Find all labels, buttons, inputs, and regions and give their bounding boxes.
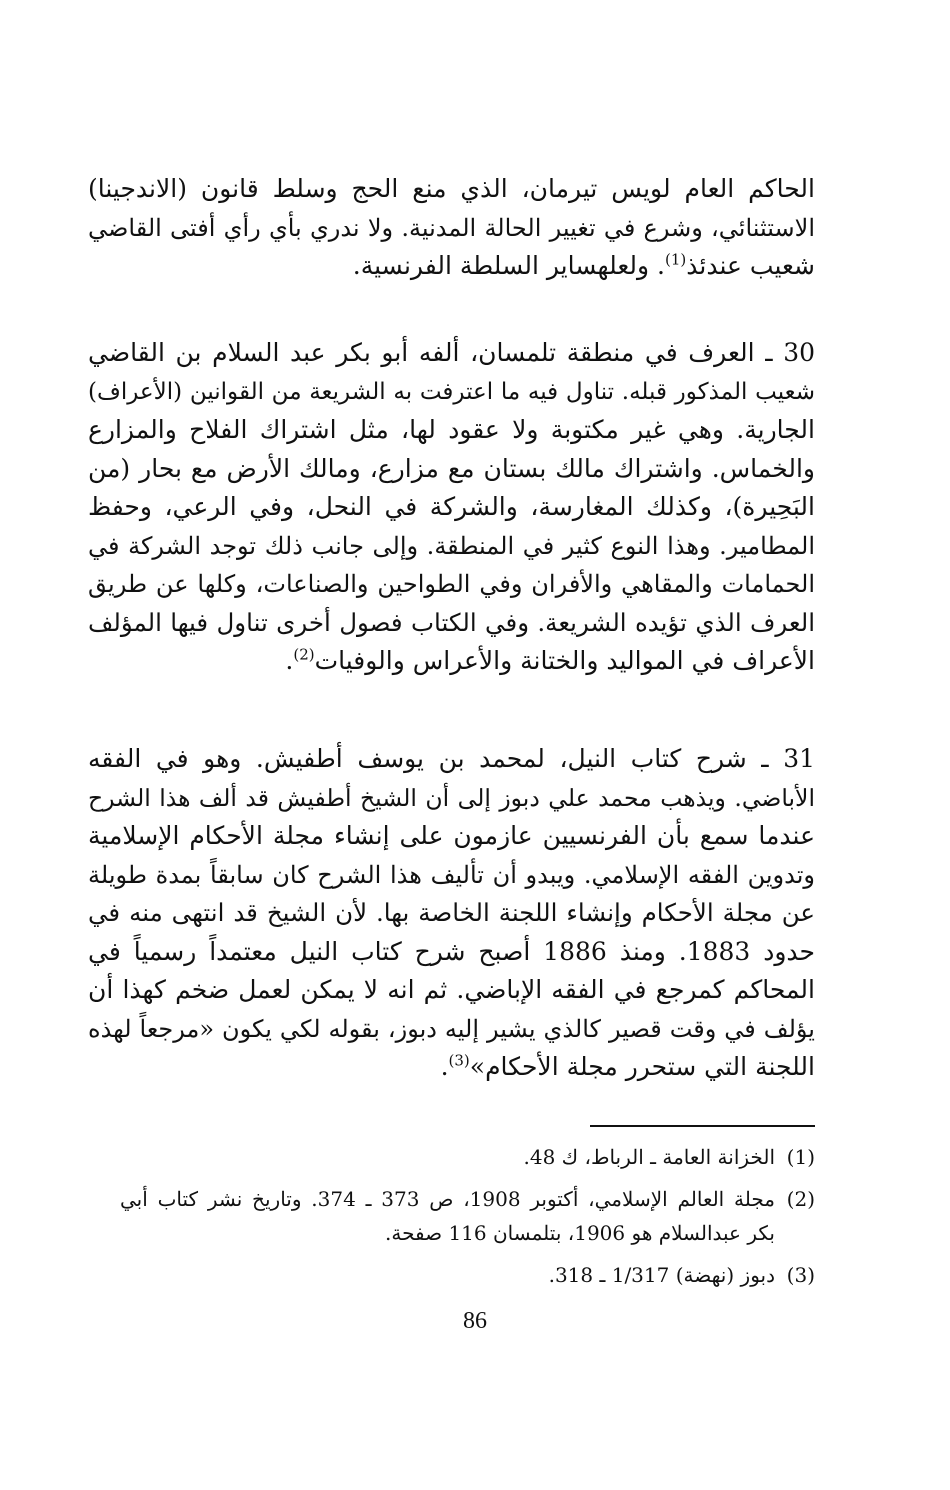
- text-fragment: . ولعلهساير السلطة الفرنسية.: [352, 251, 666, 280]
- footnote-separator: [590, 1125, 815, 1127]
- text-line: البَحِيرة)، وكذلك المغارسة، والشركة في النحل، وفي الرعي، وحفظ: [88, 492, 815, 521]
- text-fragment: الأعراف في المواليد والختانة والأعراس والوفيات: [314, 646, 815, 675]
- footnote-number: (2): [786, 1187, 815, 1211]
- text-fragment: .: [440, 1052, 449, 1081]
- text-line: المطامير. وهذا النوع كثير في المنطقة. وإلى جانب ذلك توجد الشركة في: [88, 531, 815, 560]
- text-line: يؤلف في وقت قصير كالذي يشير إليه دبوز، بقوله لكي يكون «مرجعاً لهذه: [88, 1014, 815, 1043]
- footnote-reference: (1): [665, 250, 687, 269]
- text-line: عندما سمع بأن الفرنسيين عازمون على إنشاء مجلة الأحكام الإسلامية: [88, 821, 815, 850]
- text-line: 31 ـ شرح كتاب النيل، لمحمد بن يوسف أطفيش. وهو في الفقه: [88, 744, 815, 773]
- footnote-reference: (2): [293, 645, 315, 664]
- footnote-number: (1): [786, 1145, 815, 1169]
- footnote-text: بكر عبدالسلام هو 1906، بتلمسان 116 صفحة.: [385, 1221, 775, 1245]
- text-line: شعيب المذكور قبله. تناول فيه ما اعترفت به الشريعة من القوانين (الأعراف): [88, 378, 815, 405]
- footnote-3: [120, 1258, 815, 1292]
- text-line: الحمامات والمقاهي والأفران وفي الطواحين والصناعات، وكلها عن طريق: [88, 570, 815, 598]
- text-line: والخماس. واشتراك مالك بستان مع مزارع، ومالك الأرض مع بحار (من: [88, 453, 815, 483]
- text-line: الأباضي. ويذهب محمد علي دبوز إلى أن الشيخ أطفيش قد ألف هذا الشرح: [88, 783, 815, 812]
- text-fragment: شعيب عندئذ: [686, 251, 815, 280]
- footnote-text: مجلة العالم الإسلامي، أكتوبر 1908، ص 373 ـ 374. وتاريخ نشر كتاب أبي: [120, 1187, 775, 1211]
- text-line: العرف الذي تؤيده الشريعة. وفي الكتاب فصول أخرى تناول فيها المؤلف: [88, 607, 815, 637]
- text-line: [88, 1048, 815, 1087]
- footnote-text: الخزانة العامة ـ الرباط، ك 48.: [523, 1145, 775, 1169]
- text-line: [88, 642, 815, 681]
- footnotes-section: [120, 1140, 815, 1300]
- paragraph-item-30: [88, 334, 815, 681]
- footnote-reference: (3): [448, 1051, 470, 1070]
- footnote-text: دبوز (نهضة) 1/317 ـ 318.: [548, 1263, 775, 1287]
- text-fragment: اللجنة التي ستحرر مجلة الأحكام»: [469, 1052, 815, 1081]
- page-number: 86: [463, 1308, 487, 1334]
- text-fragment: .: [285, 646, 294, 675]
- footnote-1: [120, 1140, 815, 1174]
- text-line: الاستثنائي، وشرع في تغيير الحالة المدنية. ولا ندري بأي رأي أفتى القاضي: [88, 213, 815, 242]
- footnote-2: [120, 1182, 815, 1250]
- text-line: وتدوين الفقه الإسلامي. ويبدو أن تأليف هذا الشرح كان سابقاً بمدة طويلة: [88, 860, 815, 889]
- text-line: الجارية. وهي غير مكتوبة ولا عقود لها، مثل اشتراك الفلاح والمزارع: [88, 415, 815, 444]
- text-line: عن مجلة الأحكام وإنشاء اللجنة الخاصة بها. لأن الشيخ قد انتهى منه في: [88, 898, 815, 927]
- paragraph-continuation: [88, 170, 815, 286]
- text-line: 30 ـ العرف في منطقة تلمسان، ألفه أبو بكر عبد السلام بن القاضي: [88, 338, 815, 367]
- paragraph-item-31: [88, 740, 815, 1087]
- text-line: الحاكم العام لويس تيرمان، الذي منع الحج وسلط قانون (الاندجينا): [88, 174, 815, 203]
- text-line: المحاكم كمرجع في الفقه الإباضي. ثم انه لا يمكن لعمل ضخم كهذا أن: [88, 975, 815, 1004]
- text-line: حدود 1883. ومنذ 1886 أصبح شرح كتاب النيل معتمداً رسمياً في: [88, 936, 815, 966]
- footnote-number: (3): [786, 1263, 815, 1287]
- text-line: [88, 247, 815, 286]
